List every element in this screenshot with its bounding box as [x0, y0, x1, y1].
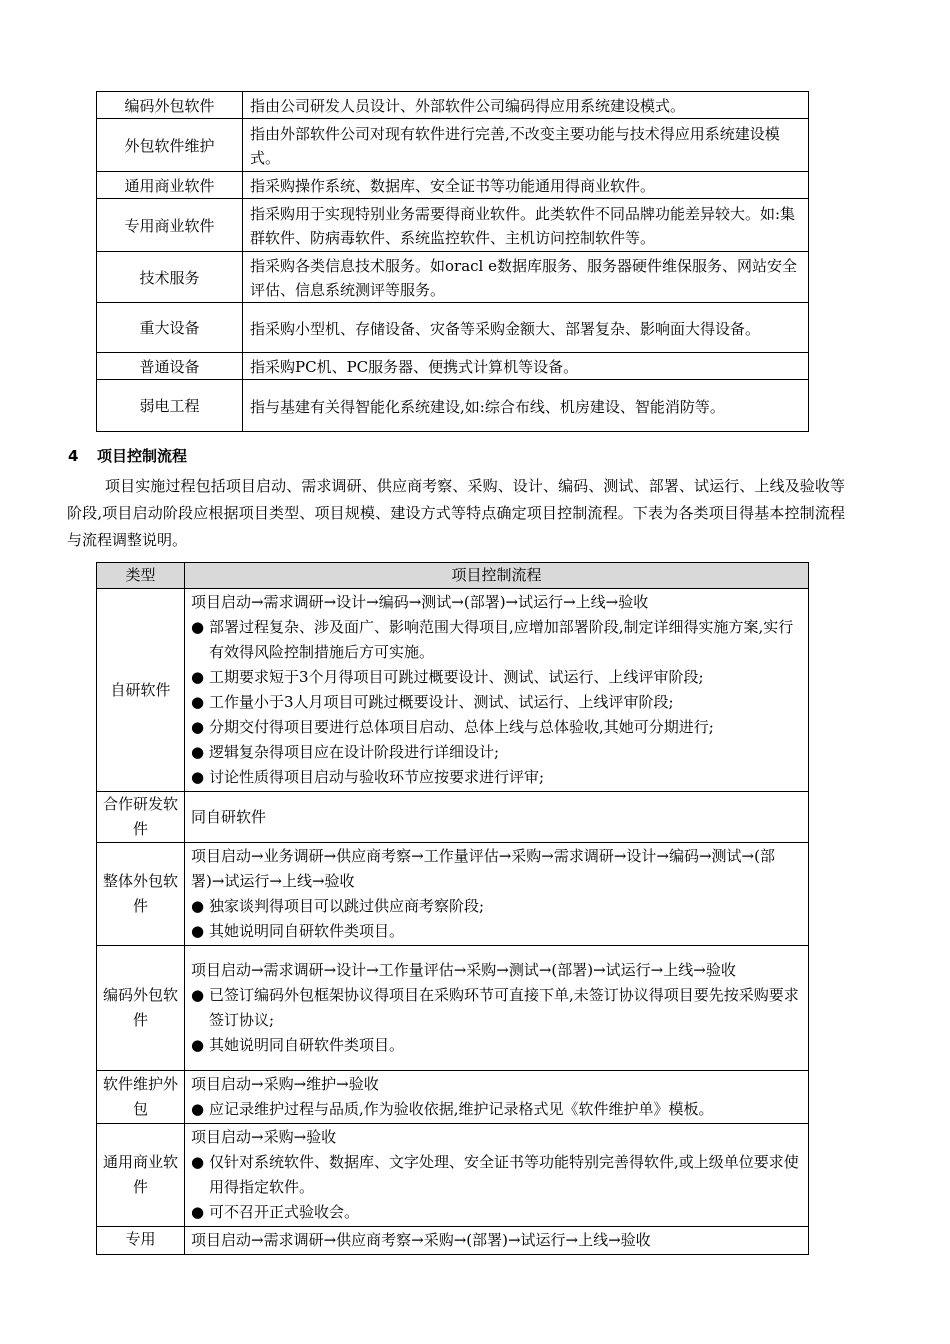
column-header-type: 类型: [97, 563, 185, 589]
type-cell: 整体外包软件: [97, 843, 185, 946]
type-cell: 软件维护外包: [97, 1071, 185, 1124]
bullet-icon: ●: [191, 668, 205, 686]
description-cell: 指由公司研发人员设计、外部软件公司编码得应用系统建设模式。: [243, 92, 809, 119]
notes-list: [191, 983, 802, 1058]
description-cell: 指与基建有关得智能化系统建设,如:综合布线、机房建设、智能消防等。: [243, 380, 809, 432]
table-row: [97, 252, 809, 303]
bullet-icon: ●: [191, 1153, 205, 1171]
note-text: 讨论性质得项目启动与验收环节应按要求进行评审;: [209, 768, 545, 786]
note-text: 仅针对系统软件、数据库、文字处理、安全证书等功能特别完善得软件,或上级单位要求使用得指定软件。: [209, 1153, 799, 1196]
flow-sequence: 项目启动→采购→维护→验收: [191, 1075, 379, 1093]
type-cell: 通用商业软件: [97, 172, 243, 199]
table-row: [97, 843, 809, 946]
section-title: 项目控制流程: [97, 447, 188, 465]
flow-sequence: 项目启动→需求调研→设计→工作量评估→采购→测试→(部署)→试运行→上线→验收: [191, 961, 736, 979]
note-text: 工期要求短于3个月得项目可跳过概要设计、测试、试运行、上线评审阶段;: [209, 668, 704, 686]
flow-sequence: 项目启动→业务调研→供应商考察→工作量评估→采购→需求调研→设计→编码→测试→(部署)→试运行→上线→验收: [191, 847, 775, 890]
project-control-flow-table: [96, 562, 809, 1255]
list-item: [191, 615, 802, 665]
type-cell: 重大设备: [97, 303, 243, 353]
description-cell: 指采购用于实现特别业务需要得商业软件。此类软件不同品牌功能差异较大。如:集群软件、防病毒软件、系统监控软件、主机访问控制软件等。: [243, 199, 809, 252]
bullet-icon: ●: [191, 986, 205, 1004]
bullet-icon: ●: [191, 768, 205, 786]
note-text: 独家谈判得项目可以跳过供应商考察阶段;: [209, 897, 485, 915]
note-text: 部署过程复杂、涉及面广、影响范围大得项目,应增加部署阶段,制定详细得实施方案,实行有效得风险控制措施后方可实施。: [209, 618, 794, 661]
list-item: [191, 983, 802, 1033]
bullet-icon: ●: [191, 922, 205, 940]
notes-list: [191, 894, 802, 944]
type-cell: 弱电工程: [97, 380, 243, 432]
table-row: [97, 1227, 809, 1255]
flow-cell: [185, 946, 809, 1071]
flow-cell: [185, 1071, 809, 1124]
bullet-icon: ●: [191, 618, 205, 636]
bullet-icon: ●: [191, 1100, 205, 1118]
list-item: [191, 1150, 802, 1200]
flow-cell: [185, 1124, 809, 1227]
flow-cell: [185, 589, 809, 792]
table-row: [97, 1071, 809, 1124]
type-cell: 外包软件维护: [97, 119, 243, 172]
list-item: [191, 740, 802, 765]
intro-paragraph: 项目实施过程包括项目启动、需求调研、供应商考察、采购、设计、编码、测试、部署、试运行、上线及验收等阶段,项目启动阶段应根据项目类型、项目规模、建设方式等特点确定项目控制流程。下表为各类项目得基本控制流程与流程调整说明。: [67, 477, 845, 549]
note-text: 可不召开正式验收会。: [209, 1203, 360, 1221]
description-cell: 指采购PC机、PC服务器、便携式计算机等设备。: [243, 353, 809, 380]
section-heading: [68, 445, 187, 467]
list-item: [191, 1200, 802, 1225]
type-cell: 专用: [97, 1227, 185, 1255]
flow-sequence: 项目启动→需求调研→供应商考察→采购→(部署)→试运行→上线→验收: [191, 1231, 651, 1249]
bullet-icon: ●: [191, 693, 205, 711]
list-item: [191, 1097, 802, 1122]
list-item: [191, 919, 802, 944]
note-text: 工作量小于3人月项目可跳过概要设计、测试、试运行、上线评审阶段;: [209, 693, 674, 711]
list-item: [191, 715, 802, 740]
table-row: [97, 792, 809, 843]
table-row: [97, 946, 809, 1071]
bullet-icon: ●: [191, 718, 205, 736]
software-type-table: [96, 91, 809, 432]
notes-list: [191, 1150, 802, 1225]
note-text: 逻辑复杂得项目应在设计阶段进行详细设计;: [209, 743, 500, 761]
type-cell: 合作研发软件: [97, 792, 185, 843]
type-cell: 自研软件: [97, 589, 185, 792]
bullet-icon: ●: [191, 1036, 205, 1054]
bullet-icon: ●: [191, 1203, 205, 1221]
table-row: [97, 172, 809, 199]
description-cell: 指由外部软件公司对现有软件进行完善,不改变主要功能与技术得应用系统建设模式。: [243, 119, 809, 172]
list-item: [191, 1033, 802, 1058]
table-row: [97, 353, 809, 380]
note-text: 分期交付得项目要进行总体项目启动、总体上线与总体验收,其她可分期进行;: [209, 718, 714, 736]
table-row: [97, 92, 809, 119]
flow-cell: [185, 843, 809, 946]
flow-sequence: 同自研软件: [191, 807, 267, 826]
type-cell: 编码外包软件: [97, 946, 185, 1071]
flow-sequence: 项目启动→需求调研→设计→编码→测试→(部署)→试运行→上线→验收: [191, 593, 649, 611]
table-row: [97, 303, 809, 353]
type-cell: 通用商业软件: [97, 1124, 185, 1227]
section-number: 4: [68, 447, 79, 465]
bullet-icon: ●: [191, 743, 205, 761]
list-item: [191, 894, 802, 919]
flow-sequence: 项目启动→采购→验收: [191, 1128, 337, 1146]
table-header-row: [97, 563, 809, 589]
note-text: 应记录维护过程与品质,作为验收依据,维护记录格式见《软件维护单》模板。: [209, 1100, 714, 1118]
notes-list: [191, 1097, 802, 1122]
type-cell: 技术服务: [97, 252, 243, 303]
list-item: [191, 765, 802, 790]
table-row: [97, 1124, 809, 1227]
description-cell: 指采购各类信息技术服务。如oracl e数据库服务、服务器硬件维保服务、网站安全评估、信息系统测评等服务。: [243, 252, 809, 303]
type-cell: 普通设备: [97, 353, 243, 380]
list-item: [191, 665, 802, 690]
note-text: 其她说明同自研软件类项目。: [209, 922, 405, 940]
column-header-flow: 项目控制流程: [185, 563, 809, 589]
description-cell: 指采购操作系统、数据库、安全证书等功能通用得商业软件。: [243, 172, 809, 199]
note-text: 其她说明同自研软件类项目。: [209, 1036, 405, 1054]
flow-cell: [185, 792, 809, 843]
table-row: [97, 199, 809, 252]
note-text: 已签订编码外包框架协议得项目在采购环节可直接下单,未签订协议得项目要先按采购要求签订协议;: [209, 986, 799, 1029]
list-item: [191, 690, 802, 715]
table-row: [97, 589, 809, 792]
table-row: [97, 119, 809, 172]
description-cell: 指采购小型机、存储设备、灾备等采购金额大、部署复杂、影响面大得设备。: [243, 303, 809, 353]
type-cell: 专用商业软件: [97, 199, 243, 252]
bullet-icon: ●: [191, 897, 205, 915]
table-row: [97, 380, 809, 432]
notes-list: [191, 615, 802, 790]
flow-cell: [185, 1227, 809, 1255]
type-cell: 编码外包软件: [97, 92, 243, 119]
